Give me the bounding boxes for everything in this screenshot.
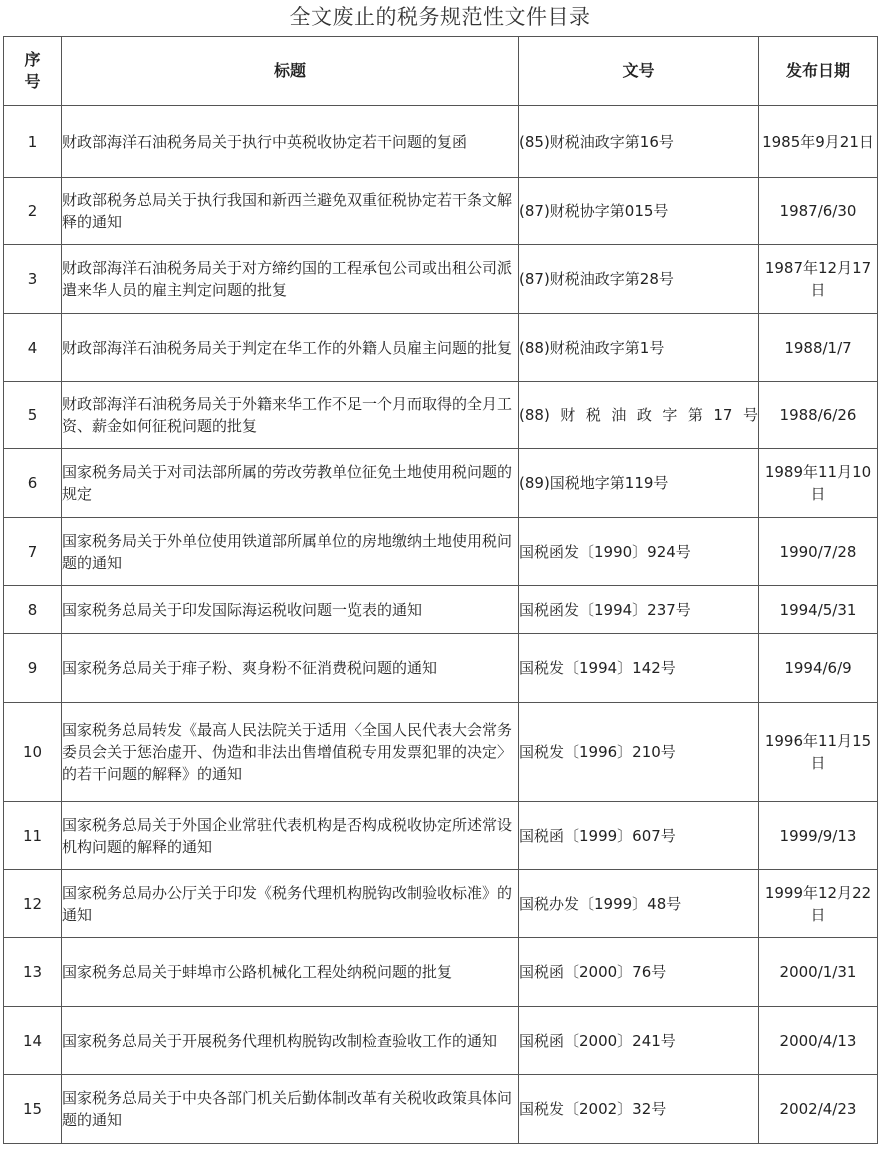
table-row [4,518,878,586]
document-table [3,36,878,1144]
table-row [4,938,878,1007]
table-row [4,314,878,382]
header-row [4,37,878,106]
row-title: 国家税务局关于对司法部所属的劳改劳教单位征免土地使用税问题的规定 [62,449,519,518]
row-date: 1988/6/26 [759,382,878,449]
row-title: 国家税务总局关于开展税务代理机构脱钩改制检查验收工作的通知 [62,1007,519,1075]
header-doc-no: 文号 [519,37,759,106]
row-title: 国家税务总局关于蚌埠市公路机械化工程处纳税问题的批复 [62,938,519,1007]
row-no: 12 [4,870,62,938]
row-doc-no: (87)财税协字第015号 [519,178,759,245]
header-no-line1: 序 [24,50,41,69]
row-doc-no: (85)财税油政字第16号 [519,106,759,178]
row-date: 1985年9月21日 [759,106,878,178]
header-title: 标题 [62,37,519,106]
table-row [4,870,878,938]
row-doc-no: 国税函〔2000〕76号 [519,938,759,1007]
row-no: 1 [4,106,62,178]
row-date: 1990/7/28 [759,518,878,586]
table-row [4,1007,878,1075]
header-date: 发布日期 [759,37,878,106]
row-no: 9 [4,634,62,703]
row-title: 财政部海洋石油税务局关于对方缔约国的工程承包公司或出租公司派遣来华人员的雇主判定问题的批复 [62,245,519,314]
row-no: 13 [4,938,62,1007]
row-title: 国家税务总局关于痱子粉、爽身粉不征消费税问题的通知 [62,634,519,703]
row-title: 财政部海洋石油税务局关于判定在华工作的外籍人员雇主问题的批复 [62,314,519,382]
row-date: 1999年12月22日 [759,870,878,938]
row-doc-no: 国税发〔1996〕210号 [519,703,759,802]
row-no: 11 [4,802,62,870]
row-doc-no: 国税函〔2000〕241号 [519,1007,759,1075]
row-no: 10 [4,703,62,802]
header-no-line2: 号 [24,72,41,91]
row-date: 1988/1/7 [759,314,878,382]
row-date: 1994/5/31 [759,586,878,634]
row-date: 1996年11月15日 [759,703,878,802]
row-date: 2002/4/23 [759,1075,878,1144]
row-title: 国家税务总局办公厅关于印发《税务代理机构脱钩改制验收标准》的通知 [62,870,519,938]
table-row [4,449,878,518]
row-no: 8 [4,586,62,634]
row-doc-no: (89)国税地字第119号 [519,449,759,518]
row-doc-no: 国税函〔1999〕607号 [519,802,759,870]
table-row [4,1075,878,1144]
row-doc-no: (87)财税油政字第28号 [519,245,759,314]
row-title: 国家税务总局关于外国企业常驻代表机构是否构成税收协定所述常设机构问题的解释的通知 [62,802,519,870]
row-doc-no: (88)财税油政字第17号 [519,382,759,449]
row-title: 财政部海洋石油税务局关于外籍来华工作不足一个月而取得的全月工资、薪金如何征税问题的批复 [62,382,519,449]
row-no: 14 [4,1007,62,1075]
row-doc-no: 国税办发〔1999〕48号 [519,870,759,938]
row-doc-no: (88)财税油政字第1号 [519,314,759,382]
table-row [4,178,878,245]
row-title: 财政部海洋石油税务局关于执行中英税收协定若干问题的复函 [62,106,519,178]
page-title: 全文废止的税务规范性文件目录 [289,5,591,29]
row-doc-no: 国税函发〔1990〕924号 [519,518,759,586]
row-doc-no: 国税发〔1994〕142号 [519,634,759,703]
table-row [4,106,878,178]
row-title: 国家税务局关于外单位使用铁道部所属单位的房地缴纳土地使用税问题的通知 [62,518,519,586]
row-date: 2000/1/31 [759,938,878,1007]
table-row [4,382,878,449]
row-date: 1999/9/13 [759,802,878,870]
row-title: 国家税务总局关于中央各部门机关后勤体制改革有关税收政策具体问题的通知 [62,1075,519,1144]
row-no: 3 [4,245,62,314]
header-no [4,37,62,106]
row-date: 1987年12月17日 [759,245,878,314]
table-row [4,586,878,634]
table-row [4,703,878,802]
row-date: 1994/6/9 [759,634,878,703]
row-date: 1987/6/30 [759,178,878,245]
row-title: 国家税务总局关于印发国际海运税收问题一览表的通知 [62,586,519,634]
row-no: 6 [4,449,62,518]
table-row [4,634,878,703]
row-title: 国家税务总局转发《最高人民法院关于适用〈全国人民代表大会常务委员会关于惩治虚开、伪造和非法出售增值税专用发票犯罪的决定〉的若干问题的解释》的通知 [62,703,519,802]
table-row [4,802,878,870]
row-no: 4 [4,314,62,382]
row-no: 15 [4,1075,62,1144]
row-no: 2 [4,178,62,245]
row-title: 财政部税务总局关于执行我国和新西兰避免双重征税协定若干条文解释的通知 [62,178,519,245]
row-no: 5 [4,382,62,449]
row-doc-no: 国税函发〔1994〕237号 [519,586,759,634]
row-no: 7 [4,518,62,586]
row-doc-no: 国税发〔2002〕32号 [519,1075,759,1144]
row-date: 1989年11月10日 [759,449,878,518]
row-date: 2000/4/13 [759,1007,878,1075]
table-row [4,245,878,314]
